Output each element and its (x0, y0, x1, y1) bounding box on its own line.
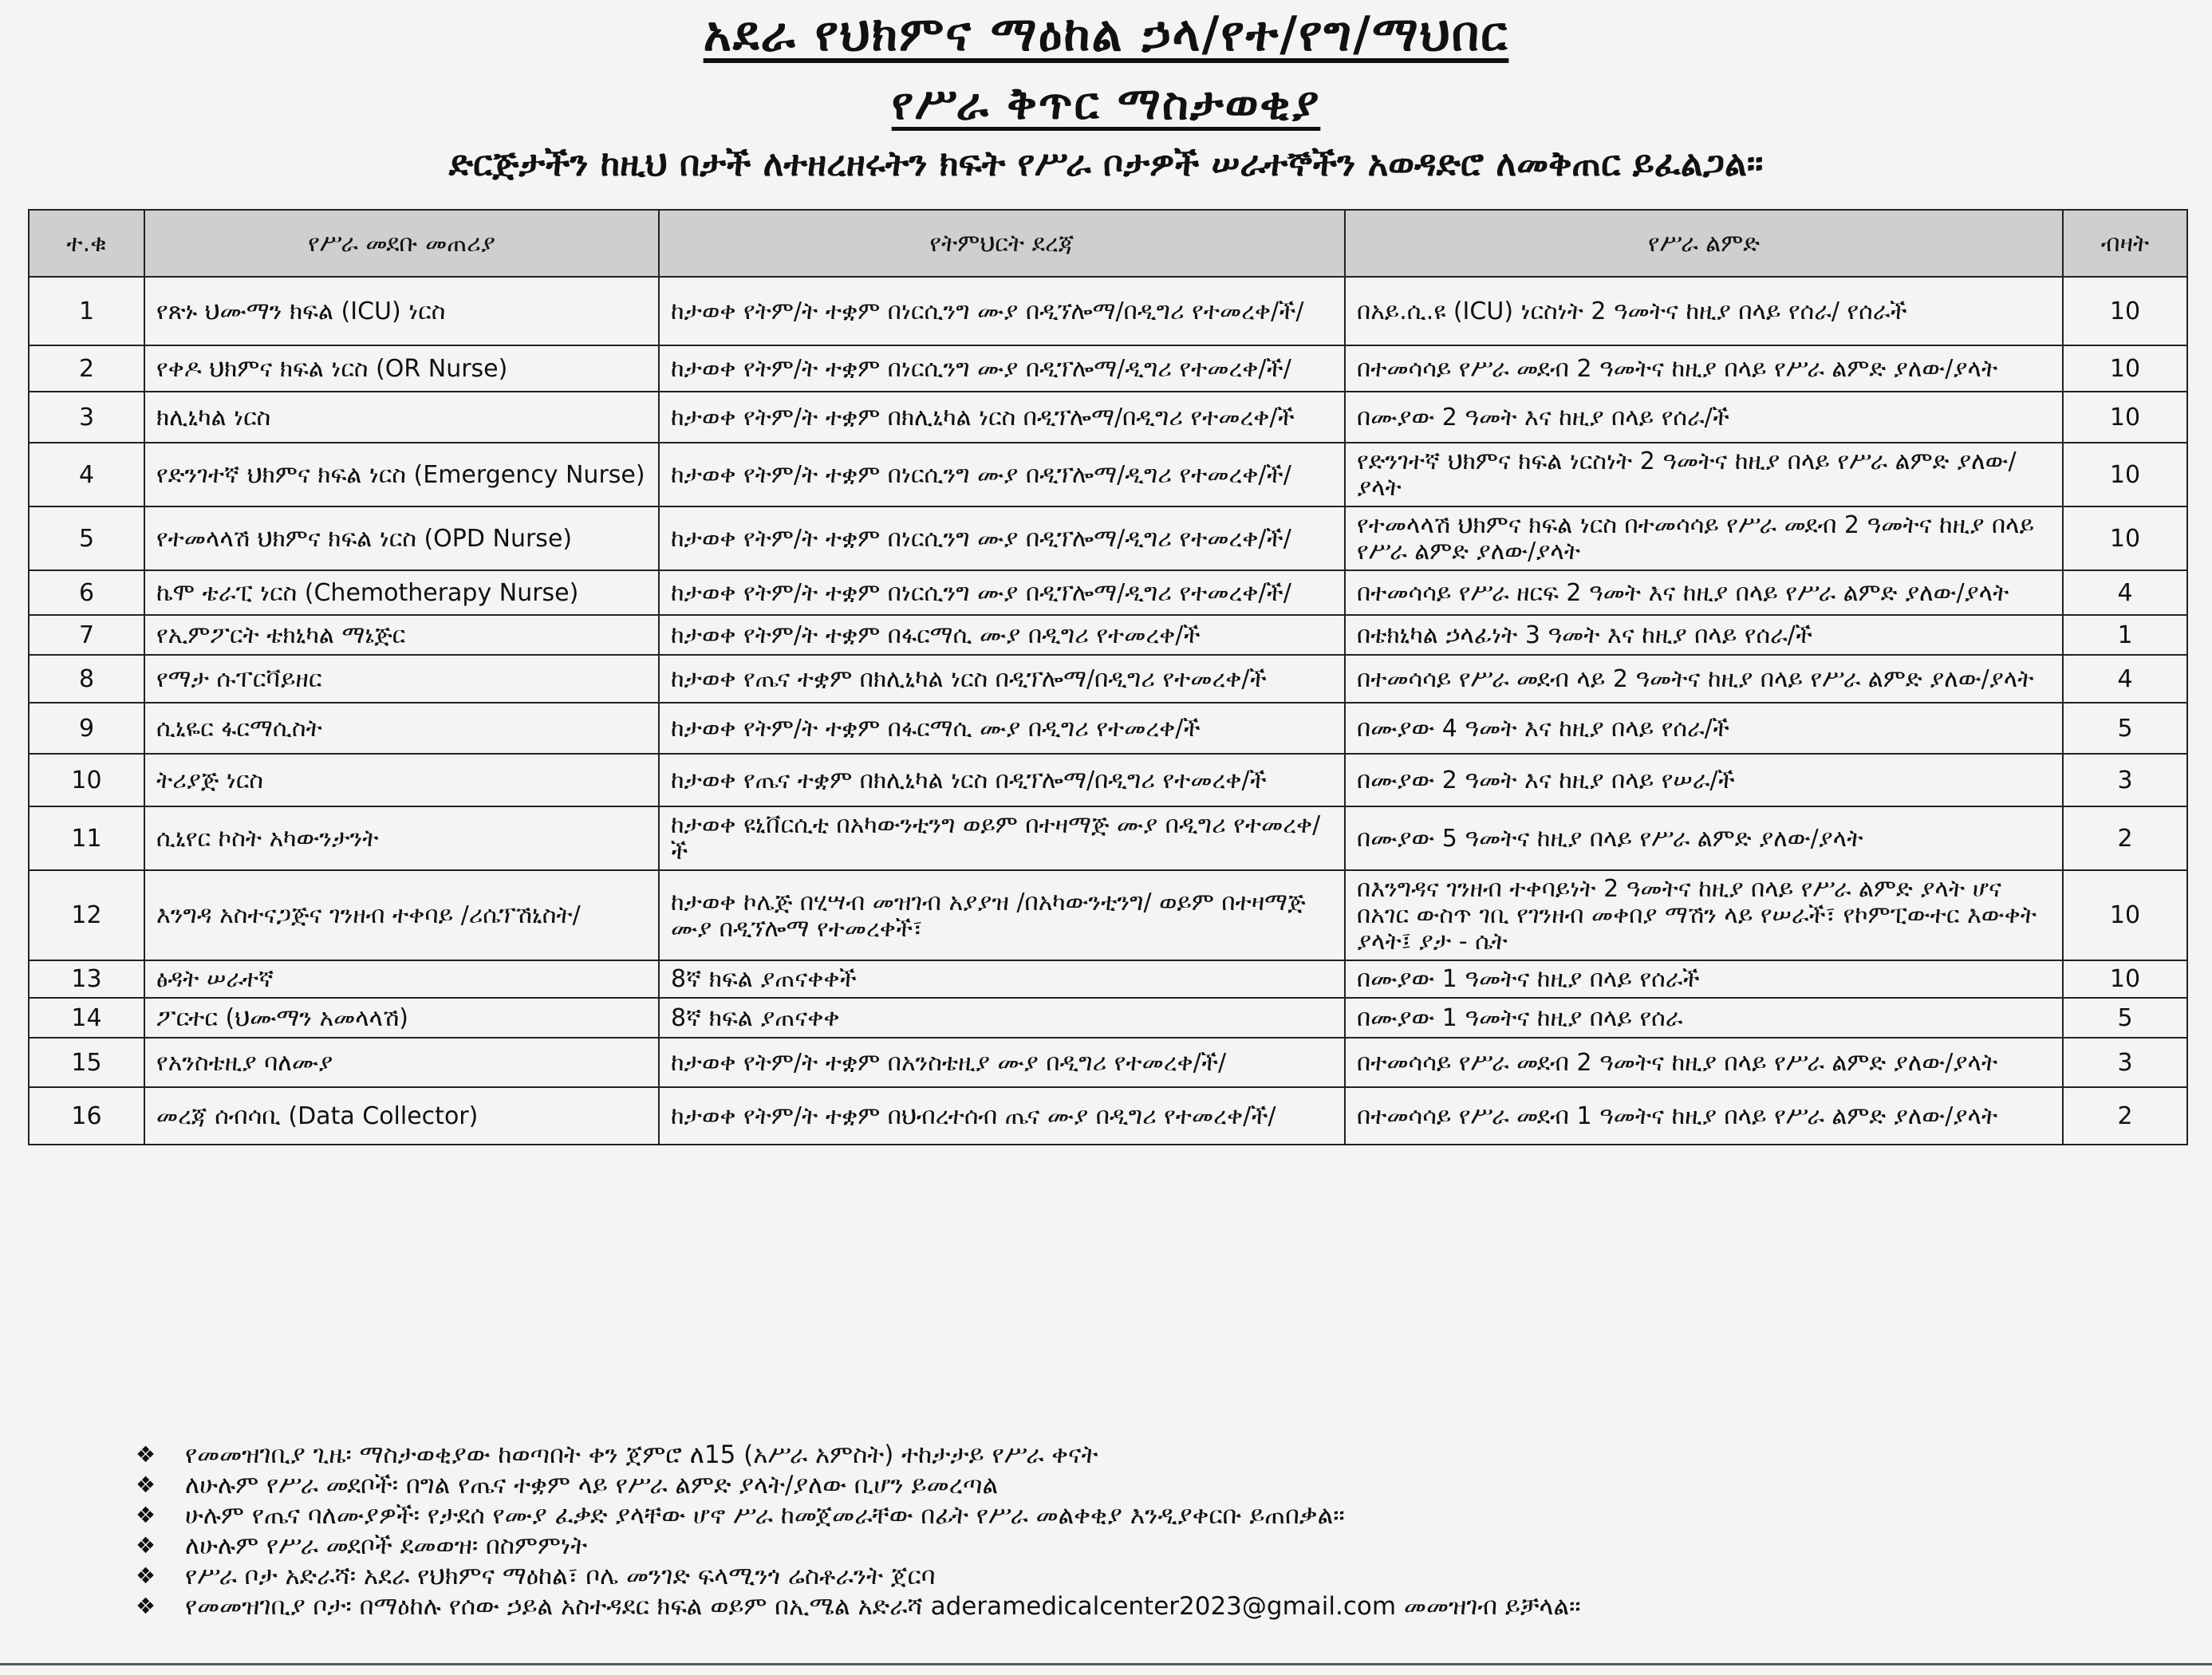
table-row (29, 806, 2187, 870)
cell-number: 12 (29, 870, 144, 960)
cell-education: ከታወቀ የትም/ት ተቋም በነርሲንግ ሙያ በዲኘሎማ/በዲግሪ የተመረቀ/ች/ (659, 277, 1345, 345)
cell-education: ከታወቀ የጤና ተቋም በክሊኒካል ነርስ በዲፕሎማ/በዲግሪ የተመረቀ/ች (659, 754, 1345, 806)
cell-quantity: 5 (2063, 703, 2187, 754)
cell-position: ሲኒየር ኮስት አካውንታንት (144, 806, 659, 870)
job-table (28, 209, 2188, 1145)
company-name: አደራ የህክምና ማዕከል ኃላ/የተ/የግ/ማህበር (703, 6, 1509, 62)
page-border-line (0, 1663, 2212, 1665)
cell-number: 16 (29, 1087, 144, 1145)
cell-education: ከታወቀ ኮሌጅ በሂሣብ መዝገብ አያያዝ /በአካውንቲንግ/ ወይም በተዛማጅ ሙያ በዲኘሎማ የተመረቀች፣ (659, 870, 1345, 960)
note-text: የመመዝገቢያ ቦታ፡ በማዕከሉ የሰው ኃይል አስተዳደር ክፍል ወይም በኢሜል አድራሻ aderamedicalcenter2023@gmail.com መመዝገብ ይቻላል። (185, 1592, 1581, 1621)
col-header-position: የሥራ መደቡ መጠሪያ (144, 210, 659, 277)
note-item (136, 1531, 2170, 1561)
col-header-experience: የሥራ ልምድ (1345, 210, 2063, 277)
cell-quantity: 10 (2063, 506, 2187, 570)
diamond-bullet-icon: ❖ (136, 1472, 156, 1498)
cell-quantity: 10 (2063, 443, 2187, 506)
cell-experience: በተመሳሳይ የሥራ ዘርፍ 2 ዓመት እና ከዚያ በላይ የሥራ ልምድ ያለው/ያላት (1345, 570, 2063, 615)
cell-experience: በተመሳሳይ የሥራ መደብ ላይ 2 ዓመትና ከዚያ በላይ የሥራ ልምድ ያለው/ያላት (1345, 655, 2063, 703)
announcement-title: የሥራ ቅጥር ማስታወቂያ (891, 78, 1321, 130)
table-row (29, 345, 2187, 392)
diamond-bullet-icon: ❖ (136, 1532, 156, 1559)
cell-quantity: 3 (2063, 1038, 2187, 1087)
cell-number: 14 (29, 998, 144, 1038)
cell-quantity: 10 (2063, 392, 2187, 443)
table-header-row (29, 210, 2187, 277)
cell-education: ከታወቀ የትም/ት ተቋም በነርሲንግ ሙያ በዲፕሎማ/ዲግሪ የተመረቀ/ች/ (659, 570, 1345, 615)
cell-position: መረጃ ሰብሳቢ (Data Collector) (144, 1087, 659, 1145)
cell-number: 15 (29, 1038, 144, 1087)
cell-position: ክሊኒካል ነርስ (144, 392, 659, 443)
cell-education: ከታወቀ የትም/ት ተቋም በፋርማሲ ሙያ በዲግሪ የተመረቀ/ች (659, 703, 1345, 754)
intro-text: ድርጅታችን ከዚህ በታች ለተዘረዘሩትን ክፍት የሥራ ቦታዎች ሠራተኞችን አወዳድሮ ለመቅጠር ይፈልጋል። (448, 144, 1764, 184)
cell-education: ከታወቀ የትም/ት ተቋም በፋርማሲ ሙያ በዲግሪ የተመረቀ/ች (659, 615, 1345, 655)
note-item (136, 1440, 2170, 1470)
cell-experience: በሙያው 2 ዓመት እና ከዚያ በላይ የሰራ/ች (1345, 392, 2063, 443)
cell-education: 8ኛ ክፍል ያጠናቀቀ (659, 998, 1345, 1038)
cell-experience: በሙያው 1 ዓመትና ከዚያ በላይ የሰራ (1345, 998, 2063, 1038)
cell-number: 7 (29, 615, 144, 655)
cell-position: የጽኑ ህሙማን ክፍል (ICU) ነርስ (144, 277, 659, 345)
cell-experience: በተመሳሳይ የሥራ መደብ 1 ዓመትና ከዚያ በላይ የሥራ ልምድ ያለው/ያላት (1345, 1087, 2063, 1145)
cell-education: ከታወቀ ዩኒቨርሲቲ በአካውንቲንግ ወይም በተዛማጅ ሙያ በዲግሪ የተመረቀ/ች (659, 806, 1345, 870)
cell-education: ከታወቀ የጤና ተቋም በክሊኒካል ነርስ በዲፕሎማ/በዲግሪ የተመረቀ/ች (659, 655, 1345, 703)
table-row (29, 754, 2187, 806)
table-row (29, 443, 2187, 506)
cell-education: ከታወቀ የትም/ት ተቋም በነርሲንግ ሙያ በዲፕሎማ/ዲግሪ የተመረቀ/ች/ (659, 506, 1345, 570)
cell-education: 8ኛ ክፍል ያጠናቀቀች (659, 960, 1345, 998)
cell-position: የኢምፖርት ቴክኒካል ማኔጅር (144, 615, 659, 655)
cell-experience: በሙያው 5 ዓመትና ከዚያ በላይ የሥራ ልምድ ያለው/ያላት (1345, 806, 2063, 870)
note-item (136, 1591, 2170, 1622)
table-row (29, 655, 2187, 703)
note-item (136, 1470, 2170, 1500)
diamond-bullet-icon: ❖ (136, 1441, 156, 1468)
notes-list (136, 1440, 2170, 1622)
cell-experience: በቴክኒካል ኃላፊነት 3 ዓመት እና ከዚያ በላይ የሰራ/ች (1345, 615, 2063, 655)
cell-experience: በሙያው 4 ዓመት እና ከዚያ በላይ የሰራ/ች (1345, 703, 2063, 754)
job-rows (29, 277, 2187, 1145)
cell-quantity: 3 (2063, 754, 2187, 806)
cell-position: ሲኒዬር ፋርማሲስት (144, 703, 659, 754)
cell-experience: በተመሳሳይ የሥራ መደብ 2 ዓመትና ከዚያ በላይ የሥራ ልምድ ያለው/ያላት (1345, 345, 2063, 392)
cell-position: ፖርተር (ህሙማን አመላላሽ) (144, 998, 659, 1038)
table-row (29, 870, 2187, 960)
cell-position: ኬሞ ቴራፒ ነርስ (Chemotherapy Nurse) (144, 570, 659, 615)
col-header-number: ተ.ቁ (29, 210, 144, 277)
cell-number: 1 (29, 277, 144, 345)
cell-education: ከታወቀ የትም/ት ተቋም በነርሲንግ ሙያ በዲፕሎማ/ዲግሪ የተመረቀ/ች/ (659, 345, 1345, 392)
col-header-quantity: ብዛት (2063, 210, 2187, 277)
cell-number: 13 (29, 960, 144, 998)
table-row (29, 998, 2187, 1038)
cell-quantity: 10 (2063, 870, 2187, 960)
note-text: ሁሉም የጤና ባለሙያዎች፡ የታደሰ የሙያ ፈቃድ ያላቸው ሆኖ ሥራ ከመጀመራቸው በፊት የሥራ መልቀቂያ እንዲያቀርቡ ይጠበቃል። (185, 1501, 1345, 1530)
cell-experience: በሙያው 1 ዓመትና ከዚያ በላይ የሰራች (1345, 960, 2063, 998)
cell-quantity: 10 (2063, 960, 2187, 998)
cell-quantity: 5 (2063, 998, 2187, 1038)
note-text: የሥራ ቦታ አድራሻ፡ አደራ የህክምና ማዕከል፣ ቦሌ መንገድ ፍላሚንጎ ሬስቶራንት ጀርባ (185, 1562, 936, 1590)
cell-position: እንግዳ አስተናጋጅና ገንዘብ ተቀባይ /ሪሴፕሽኒስት/ (144, 870, 659, 960)
cell-education: ከታወቀ የትም/ት ተቋም በህብረተሰብ ጤና ሙያ በዲግሪ የተመረቀ/ች/ (659, 1087, 1345, 1145)
cell-number: 8 (29, 655, 144, 703)
note-text: ለሁሉም የሥራ መደቦች፡ በግል የጤና ተቋም ላይ የሥራ ልምድ ያላት/ያለው ቢሆን ይመረጣል (185, 1471, 999, 1500)
cell-position: የድንገተኛ ህክምና ክፍል ነርስ (Emergency Nurse) (144, 443, 659, 506)
cell-experience: በተመሳሳይ የሥራ መደብ 2 ዓመትና ከዚያ በላይ የሥራ ልምድ ያለው/ያላት (1345, 1038, 2063, 1087)
cell-experience: በአይ.ሲ.ዩ (ICU) ነርስነት 2 ዓመትና ከዚያ በላይ የሰራ/ የሰራች (1345, 277, 2063, 345)
cell-experience: የተመላላሽ ህክምና ክፍል ነርስ በተመሳሳይ የሥራ መደብ 2 ዓመትና ከዚያ በላይ የሥራ ልምድ ያለው/ያላት (1345, 506, 2063, 570)
cell-number: 5 (29, 506, 144, 570)
note-text: ለሁሉም የሥራ መደቦች ደመወዝ፡ በስምምነት (185, 1531, 588, 1560)
cell-education: ከታወቀ የትም/ት ተቋም በነርሲንግ ሙያ በዲፕሎማ/ዲግሪ የተመረቀ/ች/ (659, 443, 1345, 506)
cell-number: 4 (29, 443, 144, 506)
cell-quantity: 4 (2063, 570, 2187, 615)
note-item (136, 1500, 2170, 1531)
cell-quantity: 2 (2063, 1087, 2187, 1145)
cell-quantity: 1 (2063, 615, 2187, 655)
table-row (29, 1087, 2187, 1145)
table-row (29, 392, 2187, 443)
cell-number: 9 (29, 703, 144, 754)
diamond-bullet-icon: ❖ (136, 1502, 156, 1528)
cell-number: 3 (29, 392, 144, 443)
cell-quantity: 4 (2063, 655, 2187, 703)
cell-number: 6 (29, 570, 144, 615)
table-row (29, 277, 2187, 345)
note-item (136, 1561, 2170, 1591)
cell-education: ከታወቀ የትም/ት ተቋም በአንስቴዚያ ሙያ በዲግሪ የተመረቀ/ች/ (659, 1038, 1345, 1087)
cell-position: የአንስቴዚያ ባለሙያ (144, 1038, 659, 1087)
table-row (29, 960, 2187, 998)
table-row (29, 615, 2187, 655)
cell-position: የተመላላሽ ህክምና ክፍል ነርስ (OPD Nurse) (144, 506, 659, 570)
cell-quantity: 10 (2063, 277, 2187, 345)
cell-position: የቀዶ ህክምና ክፍል ነርስ (OR Nurse) (144, 345, 659, 392)
diamond-bullet-icon: ❖ (136, 1563, 156, 1589)
cell-position: ትሪያጅ ነርስ (144, 754, 659, 806)
diamond-bullet-icon: ❖ (136, 1593, 156, 1619)
cell-quantity: 10 (2063, 345, 2187, 392)
cell-position: ፅዳት ሠራተኛ (144, 960, 659, 998)
col-header-education: የትምህርት ደረጃ (659, 210, 1345, 277)
cell-education: ከታወቀ የትም/ት ተቋም በክሊኒካል ነርስ በዲፕሎማ/በዲግሪ የተመረቀ/ች (659, 392, 1345, 443)
cell-experience: በሙያው 2 ዓመት እና ከዚያ በላይ የሠራ/ች (1345, 754, 2063, 806)
cell-position: የማታ ሱፐርቫይዘር (144, 655, 659, 703)
note-text: የመመዝገቢያ ጊዜ፡ ማስታወቂያው ከወጣበት ቀን ጀምሮ ለ15 (አሥራ አምስት) ተከታታይ የሥራ ቀናት (185, 1440, 1098, 1469)
table-row (29, 506, 2187, 570)
table-row (29, 703, 2187, 754)
cell-number: 2 (29, 345, 144, 392)
table-row (29, 570, 2187, 615)
cell-number: 10 (29, 754, 144, 806)
table-row (29, 1038, 2187, 1087)
cell-experience: የድንገተኛ ህክምና ክፍል ነርስነት 2 ዓመትና ከዚያ በላይ የሥራ ልምድ ያለው/ያላት (1345, 443, 2063, 506)
cell-experience: በእንግዳና ገንዘብ ተቀባይነት 2 ዓመትና ከዚያ በላይ የሥራ ልምድ ያላት ሆና በአገር ውስጥ ገቢ የገንዘብ መቀበያ ማሽን ላይ የሠራች፣ የኮምፒውተር እውቀት ያላት፤ ያታ - ሴት (1345, 870, 2063, 960)
cell-quantity: 2 (2063, 806, 2187, 870)
cell-number: 11 (29, 806, 144, 870)
